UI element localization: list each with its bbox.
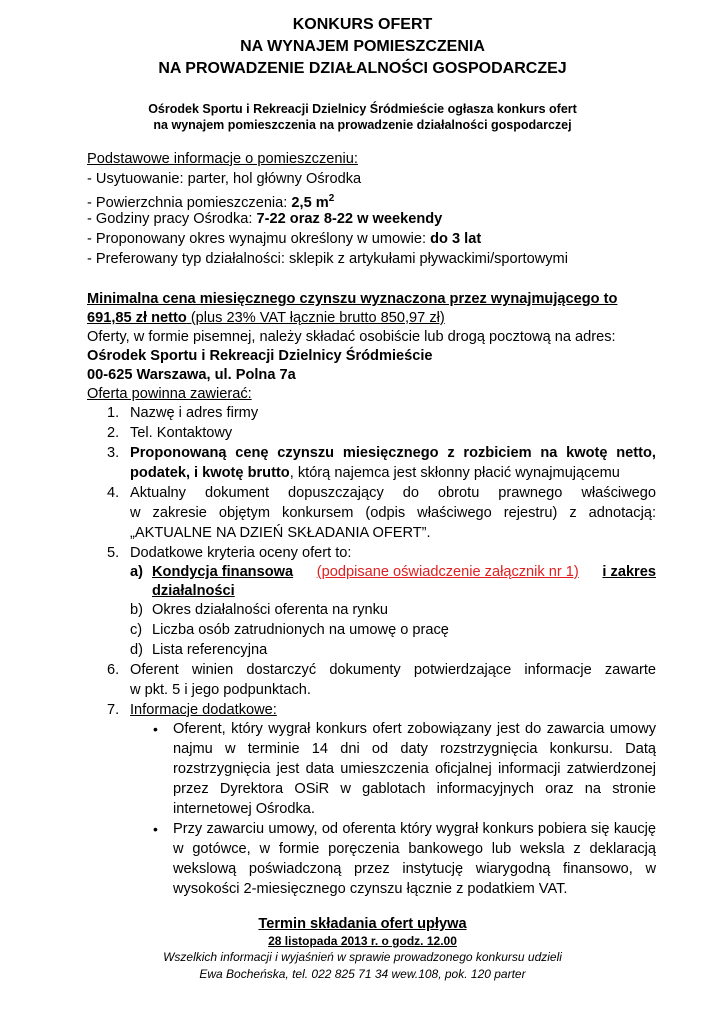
period-value: do 3 lat [430, 231, 482, 247]
title-line-2: NA WYNAJEM POMIESZCZENIA [240, 38, 485, 55]
item-5-number: 5. [107, 545, 120, 561]
price-gross: (plus 23% VAT łącznie brutto 850,97 zł) [186, 310, 445, 326]
submit-info: Oferty, w formie pisemnej, należy składać osobiście lub drogą pocztową na adres: [87, 329, 616, 345]
price-line-1: Minimalna cena miesięcznego czynszu wyznaczona przez wynajmującego to [87, 291, 618, 307]
item-4-line-3: „AKTUALNE NA DZIEŃ SKŁADANIA OFERT”. [130, 525, 431, 541]
bullet-1-dot: • [153, 721, 158, 737]
bullet-1-line-3: rozstrzygnięcia jest data umieszczenia oficjalnej informacji zatwierdzonej [173, 761, 656, 777]
item-5-text: Dodatkowe kryteria oceny ofert to: [130, 545, 352, 561]
item-7-text: Informacje dodatkowe: [130, 702, 277, 718]
address-line-2: 00-625 Warszawa, ul. Polna 7a [87, 367, 296, 383]
basic-type: - Preferowany typ działalności: sklepik z artykułami pływackimi/sportowymi [87, 251, 568, 267]
hours-value: 7-22 oraz 8-22 w weekendy [256, 211, 443, 227]
criterion-a-line-2: działalności [152, 583, 235, 599]
basic-area [87, 190, 334, 212]
contact-line-2: Ewa Bocheńska, tel. 022 825 71 34 wew.108, pok. 120 parter [199, 967, 526, 981]
criterion-d-text: Lista referencyjna [152, 642, 268, 658]
item-1-text: Nazwę i adres firmy [130, 405, 259, 421]
criterion-a-tail: i zakres [602, 564, 656, 580]
offer-heading: Oferta powinna zawierać: [87, 386, 252, 402]
item-2-text: Tel. Kontaktowy [130, 425, 233, 441]
criterion-a-letter: a) [130, 564, 143, 580]
item-7-number: 7. [107, 702, 120, 718]
item-6-line-2: w pkt. 5 i jego podpunktach. [130, 682, 311, 698]
item-6-line-1: Oferent winien dostarczyć dokumenty potwierdzające informacje zawarte [130, 662, 656, 678]
area-label: - Powierzchnia pomieszczenia: [87, 194, 292, 211]
item-3-rest: , którą najemca jest skłonny płacić wynajmującemu [289, 465, 620, 481]
price-line-2 [87, 309, 445, 327]
intro-line-2: na wynajem pomieszczenia na prowadzenie działalności gospodarczej [153, 118, 572, 132]
intro-line-1: Ośrodek Sportu i Rekreacji Dzielnicy Śródmieście ogłasza konkurs ofert [148, 102, 577, 116]
criterion-a-line-1 [152, 563, 656, 581]
address-line-1: Ośrodek Sportu i Rekreacji Dzielnicy Śródmieście [87, 348, 433, 364]
deadline-heading: Termin składania ofert upływa [258, 916, 467, 932]
item-6-number: 6. [107, 662, 120, 678]
area-value: 2,5 m [291, 194, 329, 211]
bullet-2-line-1: Przy zawarciu umowy, od oferenta który wygrał konkurs pobiera się kaucję [173, 821, 656, 837]
item-4-line-1: Aktualny dokument dopuszczający do obrotu prawnego właściwego [130, 485, 656, 501]
bullet-1-line-2: najmu w terminie 14 dni od daty rozstrzygnięcia konkursu. Datą [173, 741, 656, 757]
item-3-line-1: Proponowaną cenę czynszu miesięcznego z rozbiciem na kwotę netto, [130, 445, 656, 461]
basic-period [87, 230, 481, 248]
item-1-number: 1. [107, 405, 120, 421]
criterion-b-text: Okres działalności oferenta na rynku [152, 602, 389, 618]
bullet-1-line-5: internetowej Ośrodka. [173, 801, 315, 817]
title-line-3: NA PROWADZENIE DZIAŁALNOŚCI GOSPODARCZEJ [158, 60, 567, 77]
bullet-2-line-3: wekslową poświadczoną przez instytucję wiarygodną finansowo, w [173, 861, 656, 877]
basic-hours [87, 210, 442, 228]
item-2-number: 2. [107, 425, 120, 441]
period-label: - Proponowany okres wynajmu określony w umowie: [87, 231, 431, 247]
criterion-a-bold: Kondycja finansowa [152, 564, 294, 580]
contact-line-1: Wszelkich informacji i wyjaśnień w sprawie prowadzonego konkursu udzieli [163, 950, 562, 964]
basic-heading: Podstawowe informacje o pomieszczeniu: [87, 151, 358, 167]
criterion-b-letter: b) [130, 602, 143, 618]
bullet-2-line-2: w gotówce, w formie poręczenia bankowego lub weksla z deklaracją [173, 841, 656, 857]
item-3-number: 3. [107, 445, 120, 461]
bullet-1-line-1: Oferent, który wygrał konkurs ofert zobowiązany jest do zawarcia umowy [173, 721, 656, 737]
area-sup: 2 [328, 193, 335, 204]
bullet-2-dot: • [153, 821, 158, 837]
basic-location: - Usytuowanie: parter, hol główny Ośrodka [87, 171, 362, 187]
title-line-1: KONKURS OFERT [292, 16, 433, 33]
price-net: 691,85 zł netto [87, 310, 187, 326]
criterion-a-red: (podpisane oświadczenie załącznik nr 1) [316, 564, 579, 580]
hours-label: - Godziny pracy Ośrodka: [87, 211, 257, 227]
bullet-1-line-4: przez Dyrektora OSiR w gablotach informacyjnych oraz na stronie [173, 781, 656, 797]
bullet-2-line-4: wysokości 2-miesięcznego czynszu łącznie z podatkiem VAT. [173, 881, 568, 897]
item-3-bold: podatek, i kwotę brutto [130, 465, 290, 481]
criterion-c-text: Liczba osób zatrudnionych na umowę o pracę [152, 622, 449, 638]
item-3-line-2 [130, 464, 620, 482]
deadline-date: 28 listopada 2013 r. o godz. 12.00 [268, 934, 457, 948]
item-4-number: 4. [107, 485, 120, 501]
criterion-c-letter: c) [130, 622, 143, 638]
criterion-d-letter: d) [130, 642, 143, 658]
item-4-line-2: w zakresie objętym konkursem (odpis właściwego rejestru) z adnotacją: [130, 505, 656, 521]
